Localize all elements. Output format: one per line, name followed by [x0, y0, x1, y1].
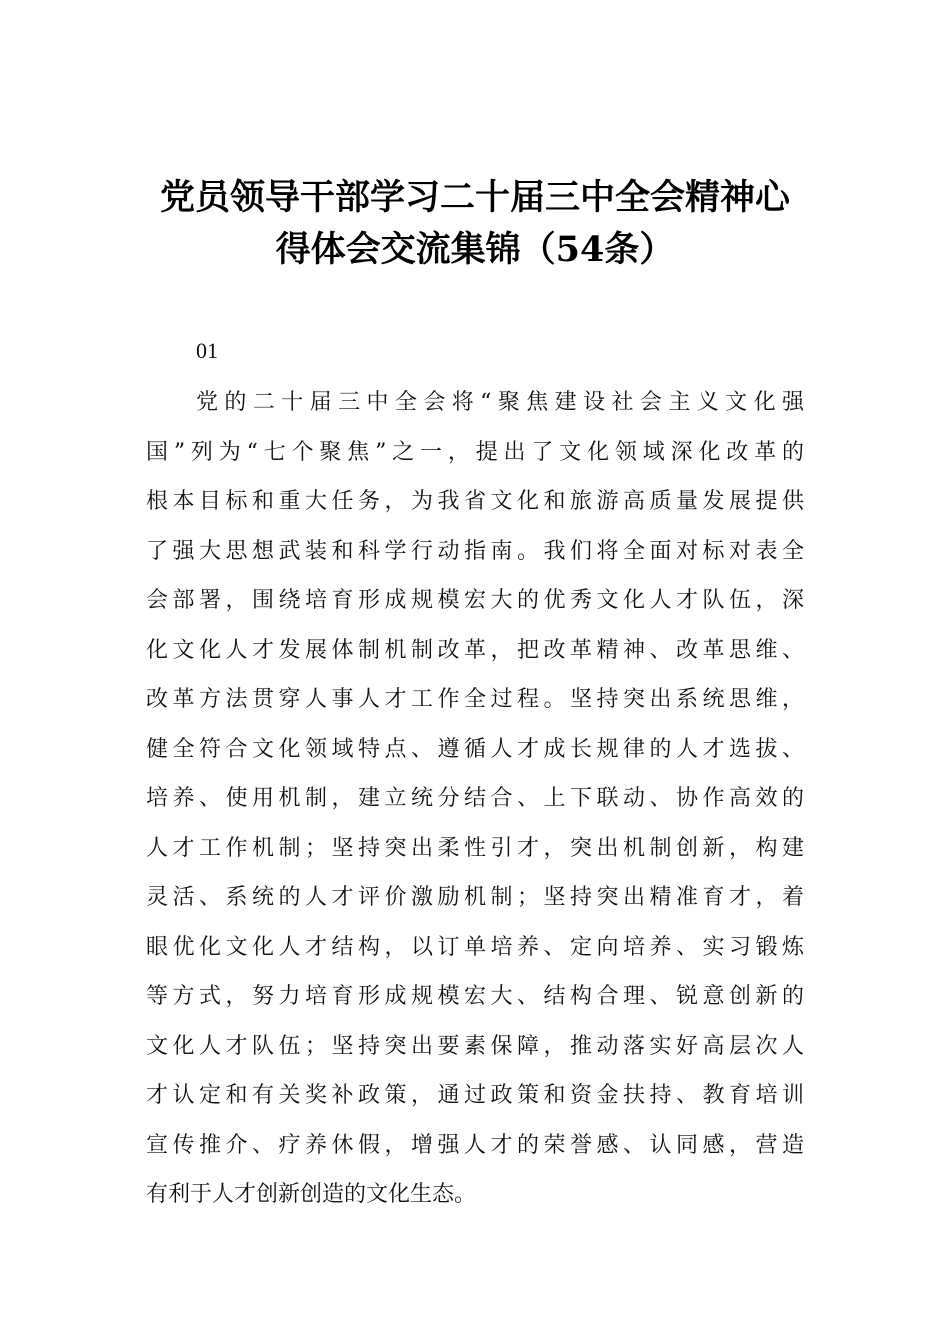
paragraph-line: 改革方法贯穿人事人才工作全过程。坚持突出系统思维，	[146, 687, 804, 712]
document-title	[120, 172, 830, 276]
paragraph-line: 会部署，围绕培育形成规模宏大的优秀文化人才队伍，深	[146, 588, 804, 613]
paragraph-line: 国”列为“七个聚焦”之一，提出了文化领域深化改革的	[146, 439, 804, 465]
paragraph-line: 灵活、系统的人才评价激励机制；坚持突出精准育才，着	[146, 885, 804, 910]
paragraph-line: 健全符合文化领域特点、遵循人才成长规律的人才选拔、	[146, 736, 804, 762]
paragraph-line: 根本目标和重大任务，为我省文化和旅游高质量发展提供	[146, 489, 804, 514]
title-line-2: 得体会交流集锦（54条）	[275, 229, 675, 270]
paragraph-line: 人才工作机制；坚持突出柔性引才，突出机制创新，构建	[146, 835, 804, 861]
paragraph-line: 才认定和有关奖补政策，通过政策和资金扶持、教育培训	[146, 1083, 804, 1108]
paragraph-line: 文化人才队伍；坚持突出要素保障，推动落实好高层次人	[146, 1033, 804, 1059]
paragraph-line: 眼优化文化人才结构，以订单培养、定向培养、实习锻炼	[146, 934, 804, 960]
paragraph-line: 党的二十届三中全会将“聚焦建设社会主义文化强	[196, 390, 804, 415]
paragraph-line: 培养、使用机制，建立统分结合、上下联动、协作高效的	[146, 786, 804, 811]
paragraph	[146, 378, 804, 1220]
paragraph-line: 了强大思想武装和科学行动指南。我们将全面对标对表全	[146, 538, 804, 564]
title-line-1: 党员领导干部学习二十届三中全会精神心	[159, 177, 790, 218]
paragraph-line: 化文化人才发展体制机制改革，把改革精神、改革思维、	[146, 637, 804, 663]
paragraph-line: 等方式，努力培育形成规模宏大、结构合理、锐意创新的	[146, 984, 804, 1009]
item-number: 01	[196, 338, 218, 363]
paragraph-line: 有利于人才创新创造的文化生态。	[146, 1182, 477, 1207]
paragraph-line: 宣传推介、疗养休假，增强人才的荣誉感、认同感，营造	[146, 1132, 804, 1158]
